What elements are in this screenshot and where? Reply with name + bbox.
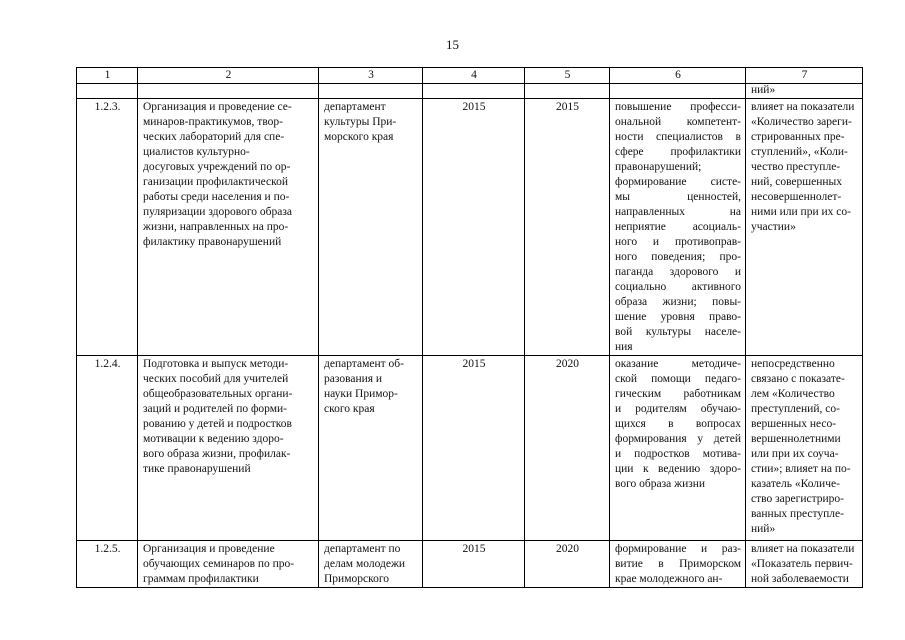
cell-line: вершеннолетними — [751, 433, 841, 445]
cell-line: филактику правонарушений — [143, 236, 282, 248]
cell-line: культуры При- — [324, 116, 397, 128]
cell-line: формирование систе- — [615, 176, 741, 188]
cell-line: стии»; влияет на по- — [751, 463, 851, 475]
start-year-cell: 2015 — [423, 99, 525, 356]
cell-line: и подростков мотива- — [615, 448, 741, 460]
continuation-row — [77, 84, 863, 99]
cell-line: делам молодежи — [324, 558, 406, 570]
cell-line: непосредственно — [751, 358, 835, 370]
item-number: 1.2.4. — [77, 356, 138, 541]
cell-line: ского края — [324, 403, 375, 415]
cell-line: рованию у детей и подростков — [143, 418, 292, 430]
cell-line: Подготовка и выпуск методи- — [143, 358, 289, 370]
item-number: 1.2.5. — [77, 541, 138, 588]
cell-line: социально активного — [615, 281, 741, 293]
cell-line: направленных на — [615, 206, 741, 218]
cell-line: морского края — [324, 131, 394, 143]
cell-line: оказание методиче- — [615, 358, 741, 370]
cell-line: казатель «Количе- — [751, 478, 840, 490]
cell-line: лем «Количество — [751, 388, 835, 400]
cell-line: мы ценностей, — [615, 191, 741, 203]
table-row — [77, 356, 863, 541]
table-cell — [319, 84, 423, 99]
cell-line: ной заболеваемости — [751, 573, 849, 585]
column-header: 3 — [319, 68, 423, 84]
cell-line: граммам профилактики — [143, 573, 259, 585]
column-header-row — [77, 68, 863, 84]
cell-line: досуговых учреждений по ор- — [143, 161, 291, 173]
cell-line: мотивации к ведению здоро- — [143, 433, 284, 445]
expected-result-cell — [610, 99, 746, 356]
cell-line: образа жизни; повы- — [615, 296, 741, 308]
cell-line: крае молодежного ан- — [615, 573, 723, 585]
cell-line: ния — [615, 341, 633, 353]
cell-line: витие в Приморском — [615, 558, 741, 570]
cell-line: вого образа жизни — [615, 478, 706, 490]
indicator-cell — [746, 356, 863, 541]
cell-line: ональной компетент- — [615, 116, 741, 128]
cell-line: несовершеннолет- — [751, 191, 842, 203]
cell-line: связано с показате- — [751, 373, 845, 385]
cell-line: ного и противоправ- — [615, 236, 741, 248]
cell-line: Организация и проведение се- — [143, 101, 292, 113]
executor-cell — [319, 99, 423, 356]
cell-line: вого образа жизни, профилак- — [143, 448, 291, 460]
table-cell — [610, 84, 746, 99]
cell-line: стрированных пре- — [751, 131, 845, 143]
expected-result-cell — [610, 356, 746, 541]
indicator-cell — [746, 99, 863, 356]
cell-line: департамент по — [324, 543, 401, 555]
table-cell — [525, 84, 610, 99]
cell-line: департамент — [324, 101, 386, 113]
cell-line: работы среди населения и по- — [143, 191, 290, 203]
column-header: 5 — [525, 68, 610, 84]
cell-line: общеобразовательных органи- — [143, 388, 293, 400]
measure-name-cell — [138, 99, 319, 356]
table-row — [77, 99, 863, 356]
cell-line: паганда здорового и — [615, 266, 741, 278]
cell-line: ской помощи педаго- — [615, 373, 741, 385]
indicator-cell: ний» — [746, 84, 863, 99]
page-number: 15 — [446, 37, 459, 52]
executor-cell — [319, 356, 423, 541]
cell-line: ванных преступле- — [751, 508, 844, 520]
start-year-cell: 2015 — [423, 541, 525, 588]
cell-line: «Показатель первич- — [751, 558, 853, 570]
cell-line: департамент об- — [324, 358, 404, 370]
cell-line: обучающих семинаров по про- — [143, 558, 295, 570]
cell-line: ними или при их со- — [751, 206, 851, 218]
indicator-cell — [746, 541, 863, 588]
cell-line: тике правонарушений — [143, 463, 251, 475]
cell-line: ступлений», «Коли- — [751, 146, 848, 158]
cell-line: вой культуры населе- — [615, 326, 741, 338]
cell-line: ческих пособий для учителей — [143, 373, 289, 385]
cell-line: ний, совершенных — [751, 176, 843, 188]
measure-name-cell — [138, 356, 319, 541]
cell-line: преступлений, со- — [751, 403, 840, 415]
table-cell — [138, 84, 319, 99]
executor-cell — [319, 541, 423, 588]
end-year-cell: 2020 — [525, 541, 610, 588]
cell-line: ческих лабораторий для спе- — [143, 131, 285, 143]
end-year-cell: 2015 — [525, 99, 610, 356]
cell-line: ганизации профилактической — [143, 176, 289, 188]
cell-line: вершенных несо- — [751, 418, 837, 430]
end-year-cell: 2020 — [525, 356, 610, 541]
cell-line: неприятие асоциаль- — [615, 221, 741, 233]
cell-line: и родителям обучаю- — [615, 403, 741, 415]
column-header: 7 — [746, 68, 863, 84]
cell-line: повышение професси- — [615, 101, 741, 113]
cell-line: заций и родителей по форми- — [143, 403, 288, 415]
cell-line: минаров-практикумов, твор- — [143, 116, 284, 128]
cell-line: формирование и раз- — [615, 543, 741, 555]
column-header: 6 — [610, 68, 746, 84]
cell-line: влияет на показатели — [751, 543, 855, 555]
cell-line: ции к ведению здоро- — [615, 463, 741, 475]
cell-line: циалистов культурно- — [143, 146, 250, 158]
cell-line: ности специалистов в — [615, 131, 741, 143]
cell-line: или при их соуча- — [751, 448, 839, 460]
cell-line: чество преступле- — [751, 161, 841, 173]
table-row — [77, 541, 863, 588]
cell-line: правонарушений; — [615, 161, 702, 173]
program-table — [76, 67, 863, 588]
cell-line: пуляризации здорового образа — [143, 206, 293, 218]
cell-line: участии» — [751, 221, 796, 233]
cell-line: ний» — [751, 523, 776, 535]
cell-line: разования и — [324, 373, 383, 385]
table-cell — [423, 84, 525, 99]
cell-line: гическим работникам — [615, 388, 741, 400]
start-year-cell: 2015 — [423, 356, 525, 541]
cell-line: «Количество зареги- — [751, 116, 852, 128]
cell-line: Организация и проведение — [143, 543, 275, 555]
cell-line: шение уровня право- — [615, 311, 741, 323]
column-header: 2 — [138, 68, 319, 84]
column-header: 4 — [423, 68, 525, 84]
cell-line: формирования у детей — [615, 433, 741, 445]
cell-line: ство зарегистриро- — [751, 493, 844, 505]
expected-result-cell — [610, 541, 746, 588]
cell-line: сфере профилактики — [615, 146, 741, 158]
cell-line: ного поведения; про- — [615, 251, 741, 263]
column-header: 1 — [77, 68, 138, 84]
cell-line: влияет на показатели — [751, 101, 855, 113]
cell-line: жизни, направленных на про- — [143, 221, 289, 233]
cell-line: щихся в вопросах — [615, 418, 741, 430]
table-cell — [77, 84, 138, 99]
cell-line: науки Примор- — [324, 388, 398, 400]
item-number: 1.2.3. — [77, 99, 138, 356]
cell-line: Приморского — [324, 573, 390, 585]
measure-name-cell — [138, 541, 319, 588]
